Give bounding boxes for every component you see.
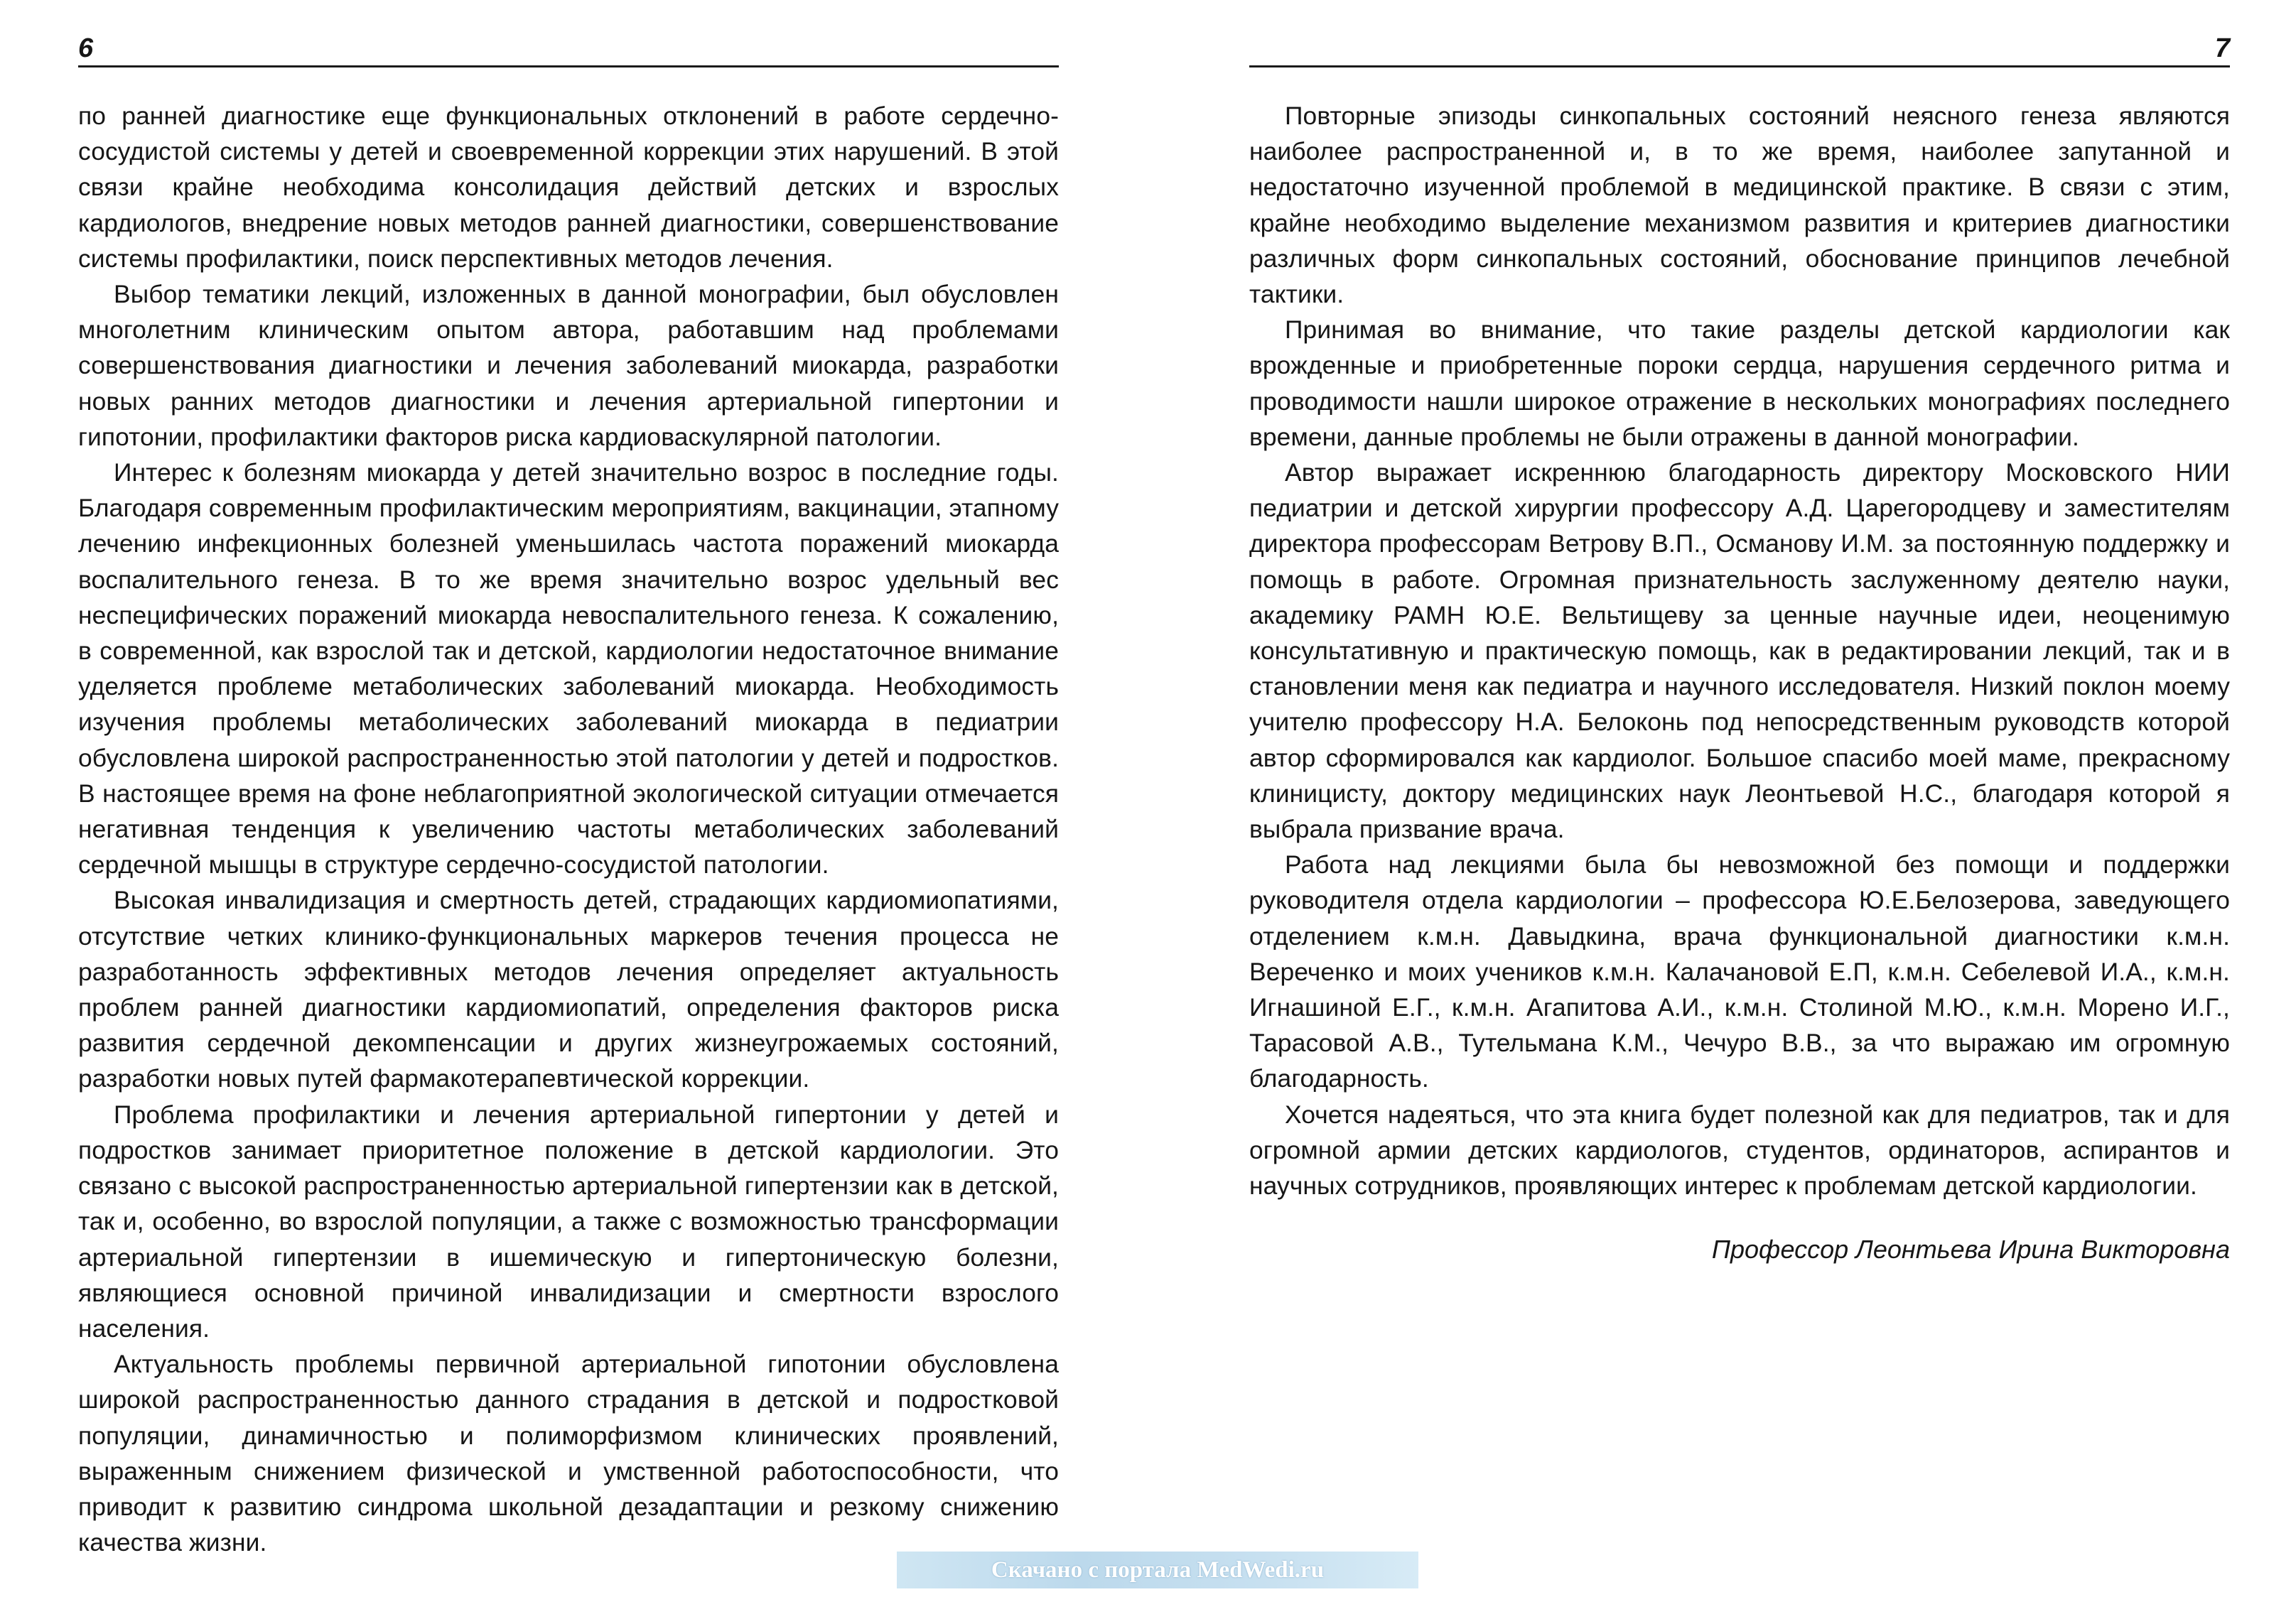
paragraph: Выбор тематики лекций, изложенных в данной монографии, был обусловлен многолетним клиническим опытом автора, работавшим над проблемами совершенствования диагностики и лечения заболеваний миокарда, разработки новых ранних методов диагностики и лечения артериальной гипертонии и гипотонии, профилактики факторов риска кардиоваскулярной патологии.: [78, 280, 1059, 451]
page-header-left: [78, 34, 1059, 67]
page-text-left: [78, 98, 1059, 1560]
author-signature: Профессор Леонтьева Ирина Викторовна: [1711, 1235, 2230, 1264]
paragraph: Повторные эпизоды синкопальных состояний неясного генеза являются наиболее распространенной и, в то же время, наиболее запутанной и недостаточно изученной проблемой в медицинской практике. В связи с этим, крайне необходимо выделение механизмом развития и критериев диагностики различных форм синкопальных состояний, обоснование принципов лечебной тактики.: [1249, 102, 2230, 309]
page-number: 6: [78, 33, 94, 63]
paragraph: по ранней диагностике еще функциональных отклонений в работе сердечно-сосудистой системы у детей и своевременной коррекции этих нарушений. В этой связи крайне необходима консолидация действий детских и взрослых кардиологов, внедрение новых методов ранней диагностики, совершенствование системы профилактики, поиск перспективных методов лечения.: [78, 102, 1059, 273]
paragraph: Актуальность проблемы первичной артериальной гипотонии обусловлена широкой распространенностью данного страдания в детской и подростковой популяции, динамичностью и полиморфизмом клинических проявлений, выраженным снижением физической и умственной работоспособности, что приводит к развитию синдрома школьной дезадаптации и резкому снижению качества жизни.: [78, 1350, 1059, 1557]
paragraph: Автор выражает искреннюю благодарность директору Московского НИИ педиатрии и детской хирургии профессору А.Д. Царегородцеву и заместителям директора профессорам Ветрову В.П., Османову И.М. за постоянную поддержку и помощь в работе. Огромная признательность заслуженному деятелю науки, академику РАМН Ю.Е. Вельтищеву за ценные научные идеи, неоценимую консультативную и практическую помощь, как в редактировании лекций, так и в становлении меня как педиатра и научного исследователя. Низкий поклон моему учителю профессору Н.А. Белоконь под непосредственным руководств которой автор сформировался как кардиолог. Большое спасибо моей маме, прекрасному клиницисту, доктору медицинских наук Леонтьевой Н.С., благодаря которой я выбрала призвание врача.: [1249, 458, 2230, 844]
page-header-right: [1249, 34, 2230, 67]
left-page: [78, 0, 1059, 1619]
page-text-right: [1249, 98, 2230, 1203]
paragraph: Высокая инвалидизация и смертность детей, страдающих кардиомиопатиями, отсутствие четких клинико-функциональных маркеров течения процесса не разработанность эффективных методов лечения определяет актуальность проблем ранней диагностики кардиомиопатий, определения факторов риска развития сердечной декомпенсации и других жизнеугрожаемых состояний, разработки новых путей фармакотерапевтической коррекции.: [78, 886, 1059, 1093]
paragraph: Проблема профилактики и лечения артериальной гипертонии у детей и подростков занимает приоритетное положение в детской кардиологии. Это связано с высокой распространенностью артериальной гипертензии как в детской, так и, особенно, во взрослой популяции, а также с возможностью трансформации артериальной гипертензии в ишемическую и гипертоническую болезни, являющиеся основной причиной инвалидизации и смертности взрослого населения.: [78, 1100, 1059, 1343]
paragraph: Хочется надеяться, что эта книга будет полезной как для педиатров, так и для огромной армии детских кардиологов, студентов, ординаторов, аспирантов и научных сотрудников, проявляющих интерес к проблемам детской кардиологии.: [1249, 1100, 2230, 1201]
paragraph: Принимая во внимание, что такие разделы детской кардиологии как врожденные и приобретенные пороки сердца, нарушения сердечного ритма и проводимости нашли широкое отражение в нескольких монографиях последнего времени, данные проблемы не были отражены в данной монографии.: [1249, 315, 2230, 451]
paragraph: Работа над лекциями была бы невозможной без помощи и поддержки руководителя отдела кардиологии – профессора Ю.Е.Белозерова, заведующего отделением к.м.н. Давыдкина, врача функциональной диагностики к.м.н. Вереченко и моих учеников к.м.н. Калачановой Е.П, к.м.н. Себелевой И.А., к.м.н. Игнашиной Е.Г., к.м.н. Агапитова А.И., к.м.н. Столиной М.Ю., к.м.н. Морено И.Г., Тарасовой А.В., Тутельмана К.М., Чечуро В.В., за что выражаю им огромную благодарность.: [1249, 850, 2230, 1093]
download-watermark: Скачано с портала MedWedi.ru: [897, 1552, 1418, 1588]
right-page: [1249, 0, 2230, 1619]
page-number: 7: [2214, 33, 2230, 63]
paragraph: Интерес к болезням миокарда у детей значительно возрос в последние годы. Благодаря современным профилактическим мероприятиям, вакцинации, этапному лечению инфекционных болезней уменьшилась частота поражений миокарда воспалительного генеза. В то же время значительно возрос удельный вес неспецифических поражений миокарда невоспалительного генеза. К сожалению, в современной, как взрослой так и детской, кардиологии недостаточное внимание уделяется проблеме метаболических заболеваний миокарда. Необходимость изучения проблемы метаболических заболеваний миокарда в педиатрии обусловлена широкой распространенностью этой патологии у детей и подростков. В настоящее время на фоне неблагоприятной экологической ситуации отмечается негативная тенденция к увеличению частоты метаболических заболеваний сердечной мышцы в структуре сердечно-сосудистой патологии.: [78, 458, 1059, 879]
